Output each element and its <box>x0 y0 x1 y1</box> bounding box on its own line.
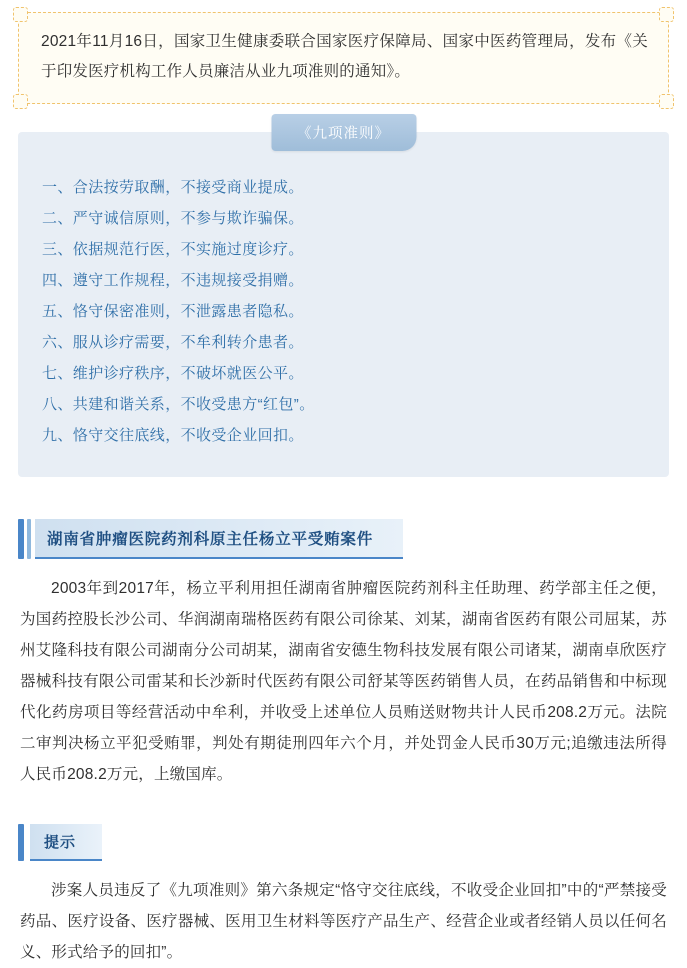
heading-accent-bar <box>18 519 24 559</box>
tip-heading <box>18 824 669 861</box>
notice-text: 2021年11月16日，国家卫生健康委联合国家医疗保障局、国家中医药管理局，发布《关于印发医疗机构工作人员廉洁从业九项准则的通知》。 <box>41 33 648 80</box>
principle-item: 七、维护诊疗秩序，不破坏就医公平。 <box>42 365 304 382</box>
case-heading-label: 湖南省肿瘤医院药剂科原主任杨立平受贿案件 <box>35 519 403 559</box>
principle-item: 九、恪守交往底线，不收受企业回扣。 <box>42 427 304 444</box>
principle-item: 四、遵守工作规程，不违规接受捐赠。 <box>42 272 304 289</box>
notice-corner-bottom-left <box>13 94 28 109</box>
principle-item: 三、依据规范行医，不实施过度诊疗。 <box>42 241 304 258</box>
principle-item: 八、共建和谐关系，不收受患方“红包”。 <box>42 396 315 413</box>
notice-corner-bottom-right <box>659 94 674 109</box>
tip-heading-label: 提示 <box>30 824 102 861</box>
case-body-text: 2003年到2017年，杨立平利用担任湖南省肿瘤医院药剂科主任助理、药学部主任之便，为国药控股长沙公司、华润湖南瑞格医药有限公司徐某、刘某，湖南省医药有限公司屈某，苏州艾隆科技有限公司湖南分公司胡某，湖南省安德生物科技发展有限公司诸某，湖南卓欣医疗器械科技有限公司雷某和长沙新时代医药有限公司舒某等医药销售人员，在药品销售和中标现代化药房项目等经营活动中牟利，并收受上述单位人员贿送财物共计人民币208.2万元。法院二审判决杨立平犯受贿罪，判处有期徒刑四年六个月，并处罚金人民币30万元;追缴违法所得人民币208.2万元，上缴国库。 <box>20 580 667 783</box>
principle-item: 六、服从诊疗需要，不牟利转介患者。 <box>42 334 304 351</box>
tip-body-text: 涉案人员违反了《九项准则》第六条规定“恪守交往底线，不收受企业回扣”中的“严禁接受药品、医疗设备、医疗器械、医用卫生材料等医疗产品生产、经营企业或者经销人员以任何名义、形式给予的回扣”。 <box>20 882 667 961</box>
tip-accent-bar <box>18 824 24 861</box>
heading-accent-bar-secondary <box>27 519 31 559</box>
document-page <box>0 12 687 961</box>
principle-item: 五、恪守保密准则，不泄露患者隐私。 <box>42 303 304 320</box>
case-heading <box>18 519 669 559</box>
principle-item: 一、合法按劳取酬，不接受商业提成。 <box>42 179 304 196</box>
principles-title: 《九项准则》 <box>271 114 416 151</box>
notice-corner-top-right <box>659 7 674 22</box>
notice-box <box>18 12 669 104</box>
principle-item: 二、严守诚信原则，不参与欺诈骗保。 <box>42 210 304 227</box>
notice-corner-top-left <box>13 7 28 22</box>
principles-panel <box>18 126 669 477</box>
